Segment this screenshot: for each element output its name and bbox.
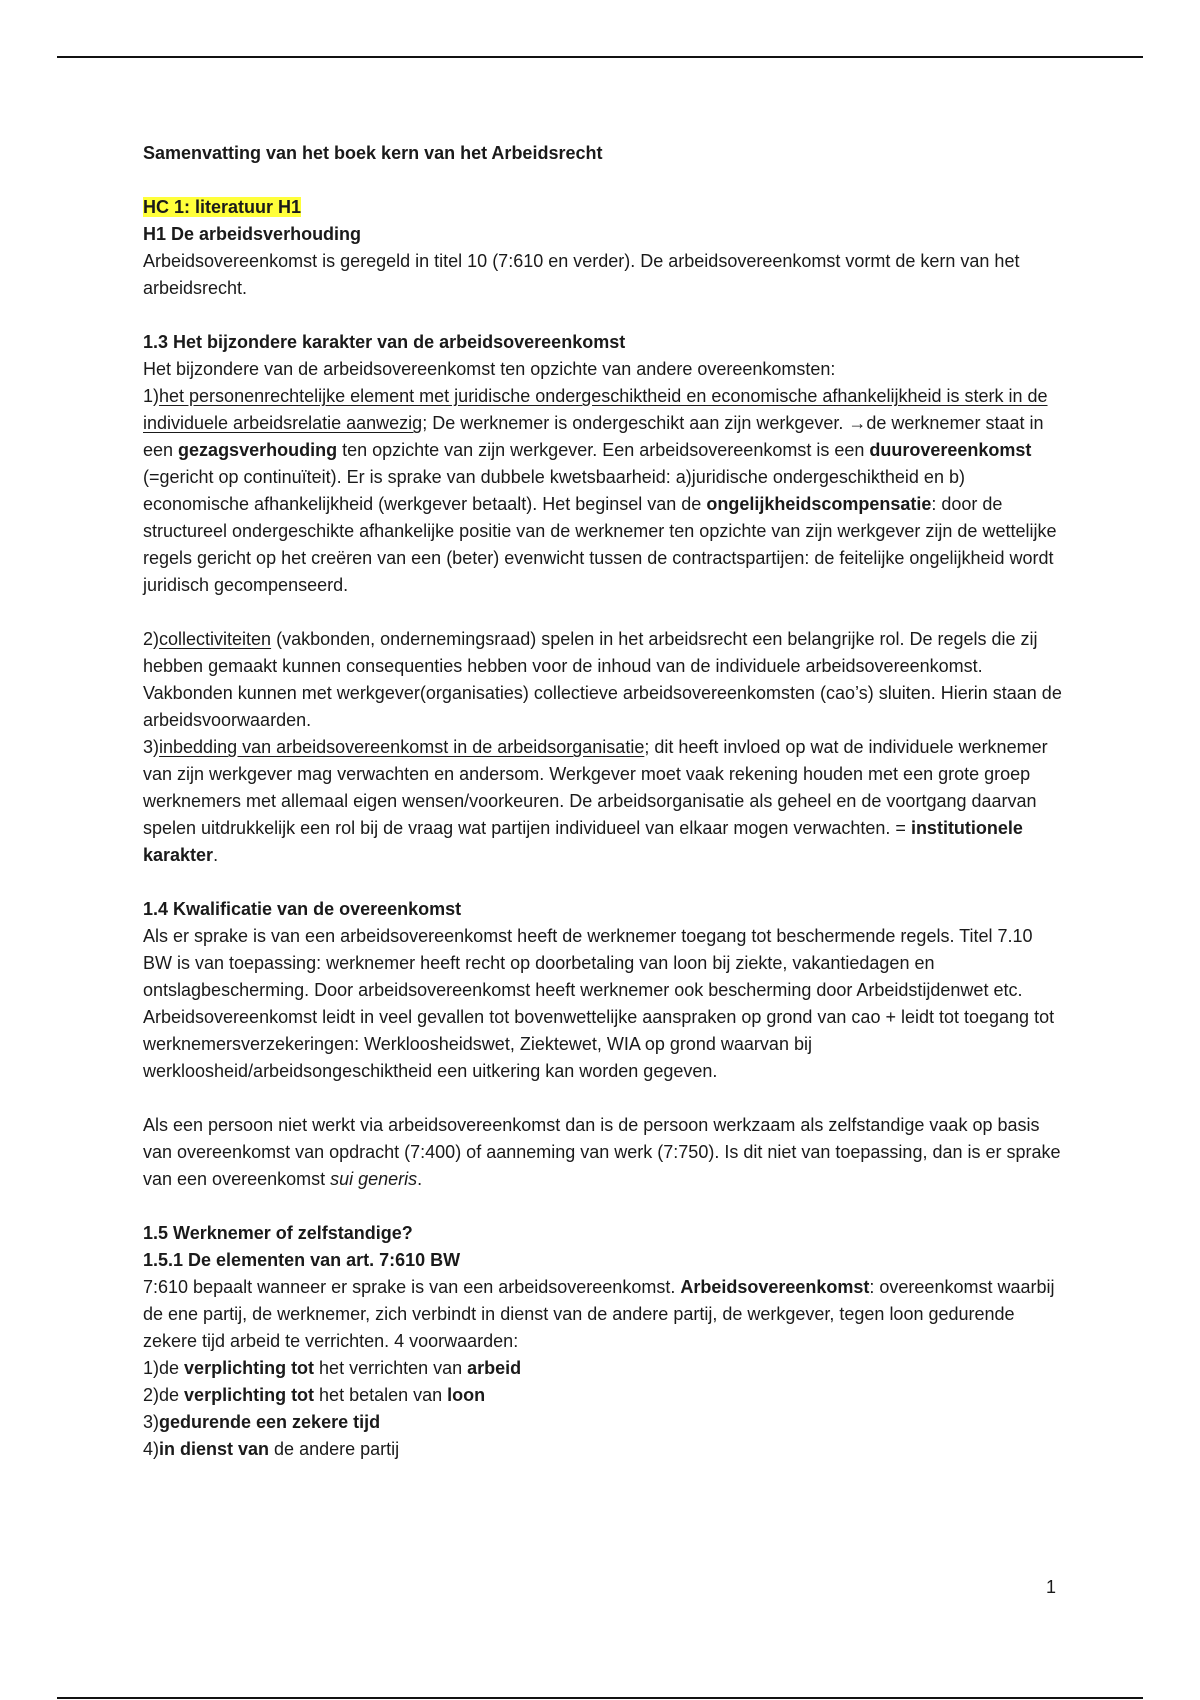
condition-item [143, 1355, 1063, 1382]
text-run: (=gericht op continuïteit). Er is sprake van dubbele kwetsbaarheid: a)juridische ondergeschiktheid en b) economische afhankelijkheid (werkgever betaalt). Het beginsel van de [143, 467, 965, 514]
footer-rule [57, 1697, 1143, 1699]
chapter-heading: H1 De arbeidsverhouding [143, 224, 362, 244]
section-1-5-1-para [143, 1274, 1063, 1355]
underlined-text: collectiviteiten [159, 629, 272, 649]
underlined-text: inbedding van arbeidsovereenkomst in de arbeidsorganisatie [159, 737, 645, 757]
bold-term: verplichting tot [184, 1358, 315, 1378]
item-number: 2) [143, 1385, 160, 1405]
underlined-text: het personenrechtelijke element met juridische ondergeschiktheid en economische afhankelijkheid is sterk in de individuele arbeidsrelatie aanwezig [143, 386, 1048, 433]
point-number: 1) [143, 386, 160, 406]
section-1-4-para-1: Als er sprake is van een arbeidsovereenkomst heeft de werknemer toegang tot beschermende regels. Titel 7.10 BW is van toepassing: werknemer heeft recht op doorbetaling van loon bij ziekte, vakantiedagen en ontslagbescherming. Door arbeidsovereenkomst heeft werknemer ook bescherming door Arbeidstijdenwet etc. Arbeidsovereenkomst leidt in veel gevallen tot bovenwettelijke aanspraken op grond van cao + leidt tot toegang tot werknemersverzekeringen: Werkloosheidswet, Ziektewet, WIA op grond waarvan bij werkloosheid/arbeidsongeschiktheid een uitkering kan worden gegeven. [143, 926, 1055, 1081]
section-1-4-para-2 [143, 1112, 1063, 1193]
section-1-5-1-heading: 1.5.1 De elementen van art. 7:610 BW [143, 1250, 461, 1270]
condition-item [143, 1382, 1063, 1409]
text-run: de werknemer staat in een [143, 413, 1044, 460]
chapter-intro: Arbeidsovereenkomst is geregeld in titel 10 (7:610 en verder). De arbeidsovereenkomst vormt de kern van het arbeidsrecht. [143, 251, 1020, 298]
text-run: : door de structureel ondergeschikte afhankelijke positie van de werknemer ten opzichte van zijn werkgever zijn de wettelijke regels gericht op het creëren van een (beter) evenwicht tussen de contractspartijen: de feitelijke ongelijkheid wordt juridisch gecompenseerd. [143, 494, 1057, 595]
page-number: 1 [1046, 1577, 1057, 1597]
italic-term: sui generis [330, 1169, 418, 1189]
text-run: ; De werknemer is ondergeschikt aan zijn werkgever. [422, 413, 849, 433]
text-run: Als een persoon niet werkt via arbeidsovereenkomst dan is de persoon werkzaam als zelfstandige vaak op basis van overeenkomst van opdracht (7:400) of aanneming van werk (7:750). Is dit niet van toepassing, dan is er sprake van een overeenkomst [143, 1115, 1061, 1189]
bold-term: ongelijkheidscompensatie [706, 494, 932, 514]
bold-term: verplichting tot [184, 1385, 315, 1405]
text-run: 7:610 bepaalt wanneer er sprake is van een arbeidsovereenkomst. [143, 1277, 681, 1297]
section-1-3-intro: Het bijzondere van de arbeidsovereenkomst ten opzichte van andere overeenkomsten: [143, 359, 836, 379]
lecture-label [143, 194, 1063, 221]
text-run: de [159, 1358, 185, 1378]
item-number: 1) [143, 1358, 160, 1378]
section-1-3-point-2 [143, 626, 1063, 734]
bold-term: gedurende een zekere tijd [159, 1412, 381, 1432]
highlighted-lecture-label: HC 1: literatuur H1 [143, 197, 302, 217]
point-number: 2) [143, 629, 160, 649]
text-run: (vakbonden, ondernemingsraad) spelen in het arbeidsrecht een belangrijke rol. De regels die zij hebben gemaakt kunnen consequenties hebben voor de inhoud van de individuele arbeidsovereenkomst. Vakbonden kunnen met werkgever(organisaties) collectieve arbeidsovereenkomsten (cao’s) sluiten. Hierin staan de arbeidsvoorwaarden. [143, 629, 1062, 730]
section-1-5-heading: 1.5 Werknemer of zelfstandige? [143, 1223, 413, 1243]
text-run: . [417, 1169, 423, 1189]
item-number: 4) [143, 1439, 160, 1459]
header-rule [57, 56, 1143, 58]
section-1-3-heading: 1.3 Het bijzondere karakter van de arbeidsovereenkomst [143, 332, 626, 352]
bold-term: Arbeidsovereenkomst [680, 1277, 870, 1297]
document-page [143, 140, 1063, 1463]
bold-term: duurovereenkomst [869, 440, 1032, 460]
text-run: de [159, 1385, 185, 1405]
bold-term: loon [447, 1385, 486, 1405]
point-number: 3) [143, 737, 160, 757]
section-1-3-point-3 [143, 734, 1063, 869]
section-1-4-heading: 1.4 Kwalificatie van de overeenkomst [143, 899, 462, 919]
bold-term: gezagsverhouding [178, 440, 338, 460]
text-run: de andere partij [269, 1439, 400, 1459]
document-title: Samenvatting van het boek kern van het Arbeidsrecht [143, 143, 603, 163]
section-1-3-point-1 [143, 383, 1063, 599]
text-run: ; dit heeft invloed op wat de individuele werknemer van zijn werkgever mag verwachten en andersom. Werkgever moet vaak rekening houden met een grote groep werknemers met allemaal eigen wensen/voorkeuren. De arbeidsorganisatie als geheel en de voortgang daarvan spelen uitdrukkelijk een rol bij de vraag wat partijen individueel van elkaar mogen verwachten. = [143, 737, 1048, 838]
text-run: het betalen van [314, 1385, 448, 1405]
condition-item [143, 1409, 1063, 1436]
text-run: : overeenkomst waarbij de ene partij, de werknemer, zich verbindt in dienst van de andere partij, de werkgever, tegen loon gedurende zekere tijd arbeid te verrichten. 4 voorwaarden: [143, 1277, 1055, 1351]
text-run: het verrichten van [314, 1358, 468, 1378]
text-run: ten opzichte van zijn werkgever. Een arbeidsovereenkomst is een [337, 440, 870, 460]
condition-item [143, 1436, 1063, 1463]
text-run: . [213, 845, 219, 865]
bold-term: institutionele karakter [143, 818, 1023, 865]
bold-term: arbeid [467, 1358, 522, 1378]
arrow-icon: → [848, 413, 867, 433]
item-number: 3) [143, 1412, 160, 1432]
bold-term: in dienst van [159, 1439, 270, 1459]
